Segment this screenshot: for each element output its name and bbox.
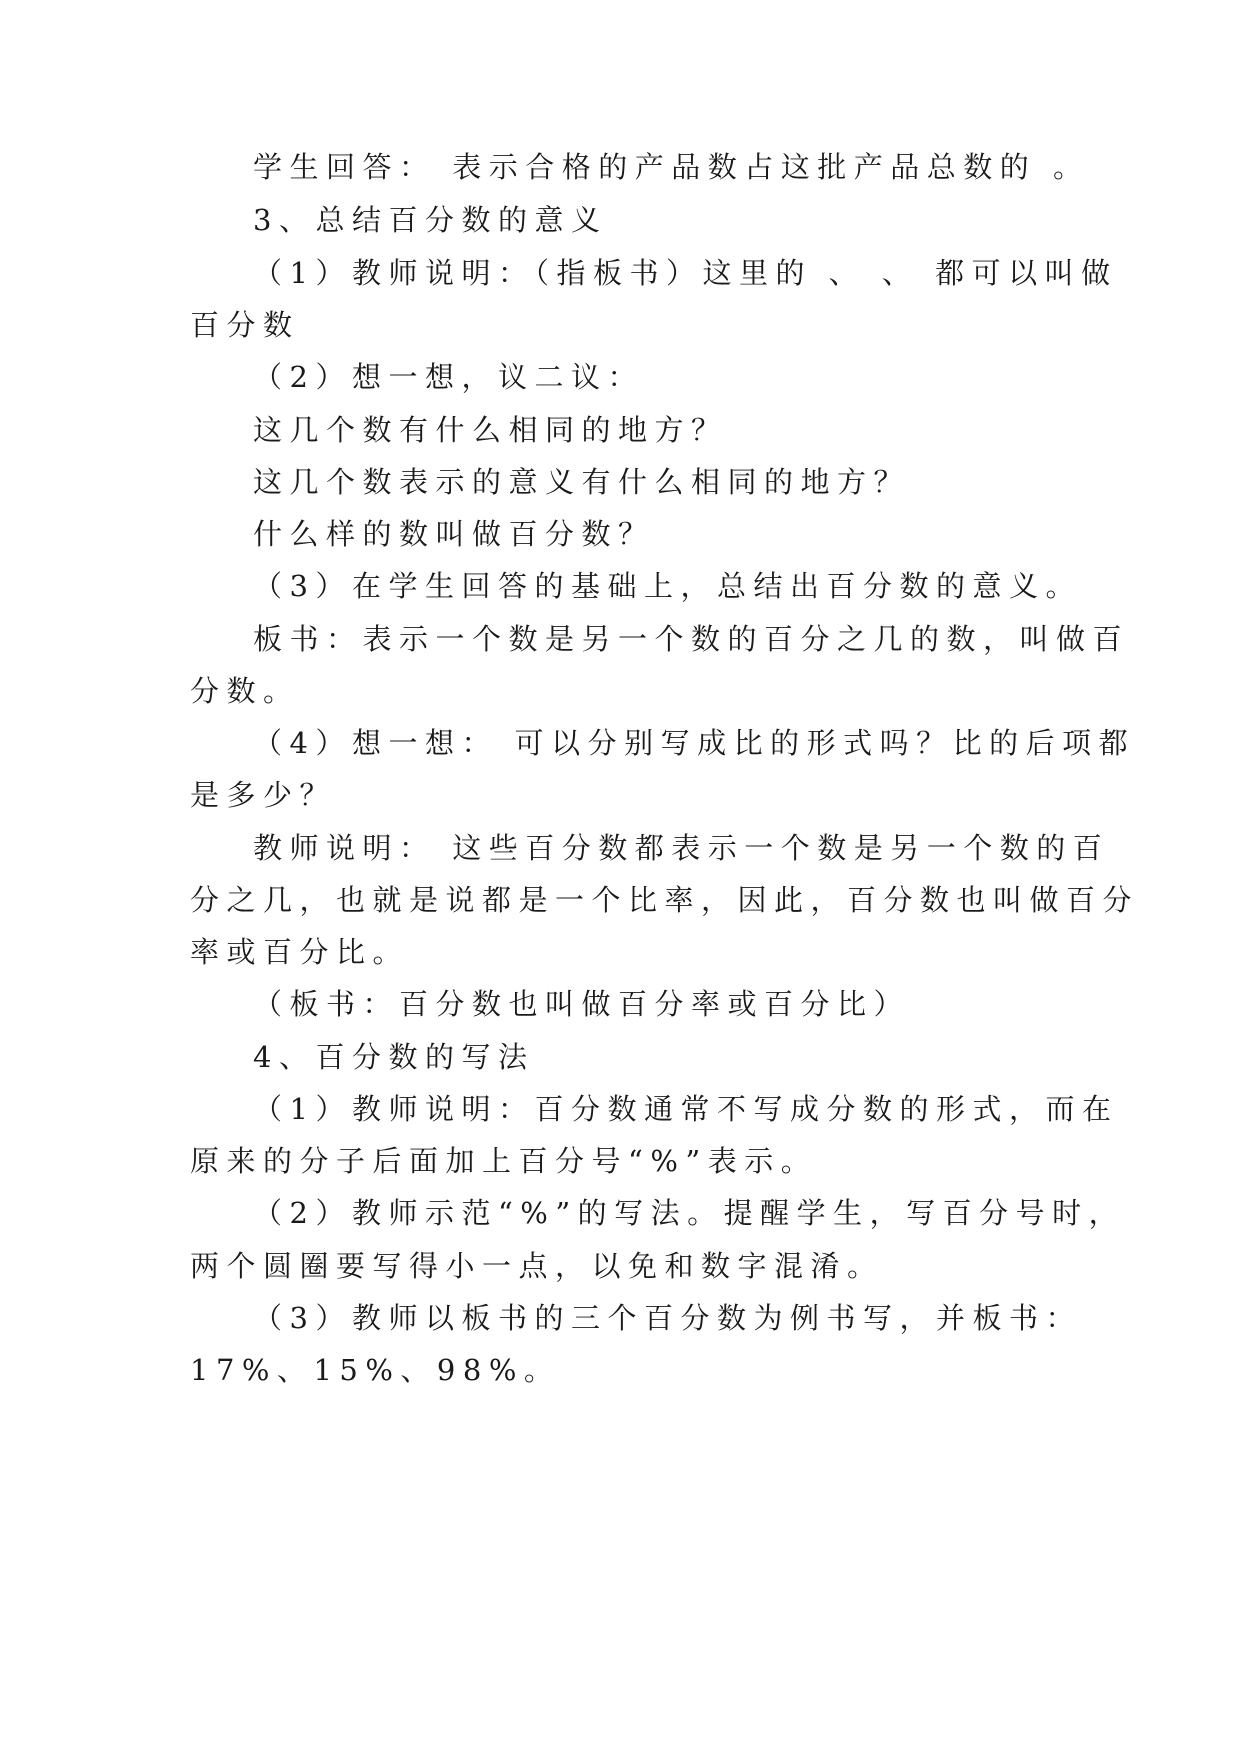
text-line-21: （2）教师示范“%”的写法。提醒学生，写百分号时， bbox=[253, 1196, 1126, 1230]
section-heading-4: 4、百分数的写法 bbox=[253, 1040, 535, 1074]
text-line-24: 17%、15%、98%。 bbox=[190, 1353, 561, 1387]
text-line-6: 这几个数有什么相同的地方？ bbox=[253, 413, 728, 447]
section-heading-3: 3、总结百分数的意义 bbox=[253, 203, 608, 237]
text-line-19: （1）教师说明：百分数通常不写成分数的形式，而在 bbox=[253, 1092, 1119, 1126]
text-line-7: 这几个数表示的意义有什么相同的地方？ bbox=[253, 465, 911, 499]
text-line-17: （板书：百分数也叫做百分率或百分比） bbox=[253, 987, 911, 1021]
text-line-3: （1）教师说明：（指板书）这里的 、 、 都可以叫做 bbox=[253, 256, 1118, 290]
text-line-4: 百分数 bbox=[190, 308, 300, 342]
text-line-11: 分数。 bbox=[190, 674, 300, 708]
text-line-13: 是多少？ bbox=[190, 778, 337, 812]
text-line-12: （4）想一想： 可以分别写成比的形式吗？比的后项都 bbox=[253, 726, 1136, 760]
text-line-10: 板书：表示一个数是另一个数的百分之几的数，叫做百 bbox=[253, 622, 1130, 656]
text-line-15: 分之几，也就是说都是一个比率，因此，百分数也叫做百分 bbox=[190, 883, 1140, 917]
text-line-23: （3）教师以板书的三个百分数为例书写，并板书： bbox=[253, 1301, 1082, 1335]
text-line-14: 教师说明： 这些百分数都表示一个数是另一个数的百 bbox=[253, 831, 1110, 865]
text-line-1: 学生回答： 表示合格的产品数占这批产品总数的 。 bbox=[253, 150, 1090, 184]
text-line-8: 什么样的数叫做百分数？ bbox=[253, 517, 655, 551]
text-line-16: 率或百分比。 bbox=[190, 935, 410, 969]
text-line-5: （2）想一想，议二议： bbox=[253, 360, 644, 394]
text-line-9: （3）在学生回答的基础上，总结出百分数的意义。 bbox=[253, 569, 1082, 603]
text-line-22: 两个圆圈要写得小一点，以免和数字混淆。 bbox=[190, 1249, 884, 1283]
text-line-20: 原来的分子后面加上百分号“%”表示。 bbox=[190, 1144, 818, 1178]
